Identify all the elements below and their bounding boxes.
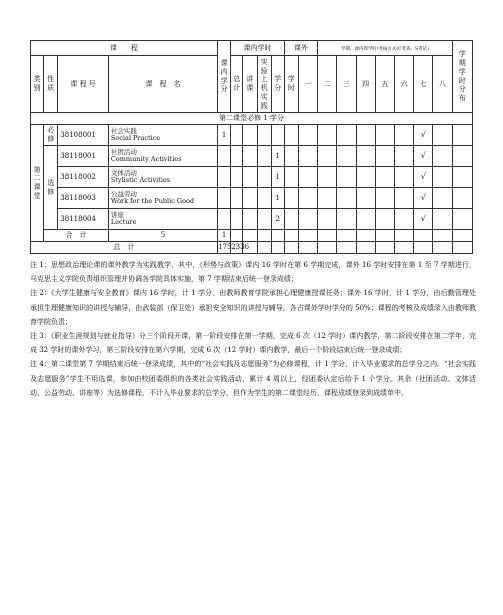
total-hours: 2336 [231,242,243,254]
notes [30,258,476,400]
course-name: 社会实践 Social Practice [108,125,217,146]
check-mark: √ [414,188,433,209]
course-no: 38118002 [58,167,109,188]
header-semester-8: 八 [433,56,452,113]
header-course: 课 程 [31,41,218,56]
total-credit: 175 [218,242,231,254]
total-label: 总 计 [31,242,218,254]
course-extra-credit [271,125,284,146]
course-name: 讲座 Lecture [108,209,217,230]
header-term-dist: 学期学时分布 [452,41,472,113]
header-lecture: 讲课 [243,56,257,113]
elective-label: 选修 [44,146,58,230]
note-4: 注 4：第二课堂第 7 学期结束后统一登录成绩，其中的“社会实践及志愿服务”为必修课程，计 1 学分，计入毕业要求的总学分之内。“社会实践及志愿服务”学生不用选课，参加由校团委组织的各类社会实践活动，累计 4 周以上，经团委认定后给予 1 个学分。其余（社团活动、文体活动、公益劳动、讲座等）为选修课程，不计入毕业要求的总学分，但作为学生的第二课堂经历，课程成绩登录到成绩单中。 [30,360,476,397]
header-semester-caption: 学期、课内周学时/考核方式(C考查、S考试) [318,41,452,56]
section-title: 第二课堂必修 1 学分 [31,113,473,125]
header-semester-1: 一 [298,56,317,113]
course-no: 38118004 [58,209,109,230]
course-extra-credit: 1 [271,167,284,188]
header-semester-4: 四 [356,56,375,113]
table-row [31,167,473,188]
header-semester-2: 二 [318,56,337,113]
course-credit [218,167,231,188]
course-no: 38118003 [58,188,109,209]
subtotal-label: 合 计 [44,230,109,242]
header-lab: 实验上机实践 [257,56,271,113]
subtotal-row [31,230,473,242]
table-row [31,146,473,167]
header-extra-hours: 学时 [284,56,298,113]
table-row [31,188,473,209]
table-row [31,209,473,230]
course-name: 公益劳动 Work for the Public Good [108,188,217,209]
course-extra-credit: 2 [271,209,284,230]
course-extra-credit: 1 [271,146,284,167]
header-semester-3: 三 [337,56,356,113]
curriculum-table [30,40,473,254]
header-hours-in: 课内学时 [231,41,285,56]
course-name: 文体活动 Stylistic Activities [108,167,217,188]
subtotal-count: 5 [108,230,217,242]
header-course-name: 课 程 名 [108,56,217,113]
course-no: 38118001 [58,146,109,167]
note-1: 注 1：思想政治理论课的课外教学为实践教学，其中，《形势与政策》课内 16 学时在第 6 学期完成，课外 16 学时安排在第 1 至 7 学期进行，马克思主义学院负责组织管理并协调各学院具体实施，第 7 学期结束后统一登录成绩； [30,261,476,284]
course-extra-credit: 1 [271,188,284,209]
subtotal-credit: 1 [218,230,231,242]
header-sub-category: 性质 [44,56,58,113]
header-semester-6: 六 [394,56,413,113]
header-category: 类别 [31,56,44,113]
note-3: 注 3：《职业生涯规划与就业指导》分三个阶段开课，第一阶段安排在第一学期，完成 6 次（12 学时）课内教学，第二阶段安排在第二学年，完成 32 学时的课外学习，第三阶段安排在第六学期，完成 6 次（12 学时）课内教学，最后一个阶段结束后统一登录成绩； [30,332,476,355]
check-mark: √ [414,125,433,146]
header-semester-5: 五 [375,56,394,113]
header-course-no: 课 程 号 [58,56,109,113]
header-credit: 课内学分 [218,41,231,113]
header-semester-7: 七 [414,56,433,113]
note-2: 注 2：《大学生健康与安全教育》课内 16 学时，计 1 学分，由教师教育学院承担心理健康授课任务；课外 16 学时，计 1 学分，由后勤管理处承担生理健康知识的讲授与辅导，由武装部（保卫处）承担安全知识的讲授与辅导，各占课外学时学分的 50%；课程的考核及成绩录入由教师教育学院负责； [30,289,476,326]
check-mark: √ [414,146,433,167]
check-mark: √ [414,167,433,188]
course-credit [218,146,231,167]
course-credit [218,188,231,209]
table-row [31,125,473,146]
total-row [31,242,473,254]
course-name: 社团活动 Community Activities [108,146,217,167]
header-total: 总计 [231,56,243,113]
course-no: 38108001 [58,125,109,146]
required-label: 必修 [44,125,58,146]
header-extra-credit: 学分 [271,56,284,113]
header-extra: 课外 [284,41,317,56]
group-label: 第二课堂 [31,125,44,242]
course-credit [218,209,231,230]
course-credit: 1 [218,125,231,146]
check-mark: √ [414,209,433,230]
